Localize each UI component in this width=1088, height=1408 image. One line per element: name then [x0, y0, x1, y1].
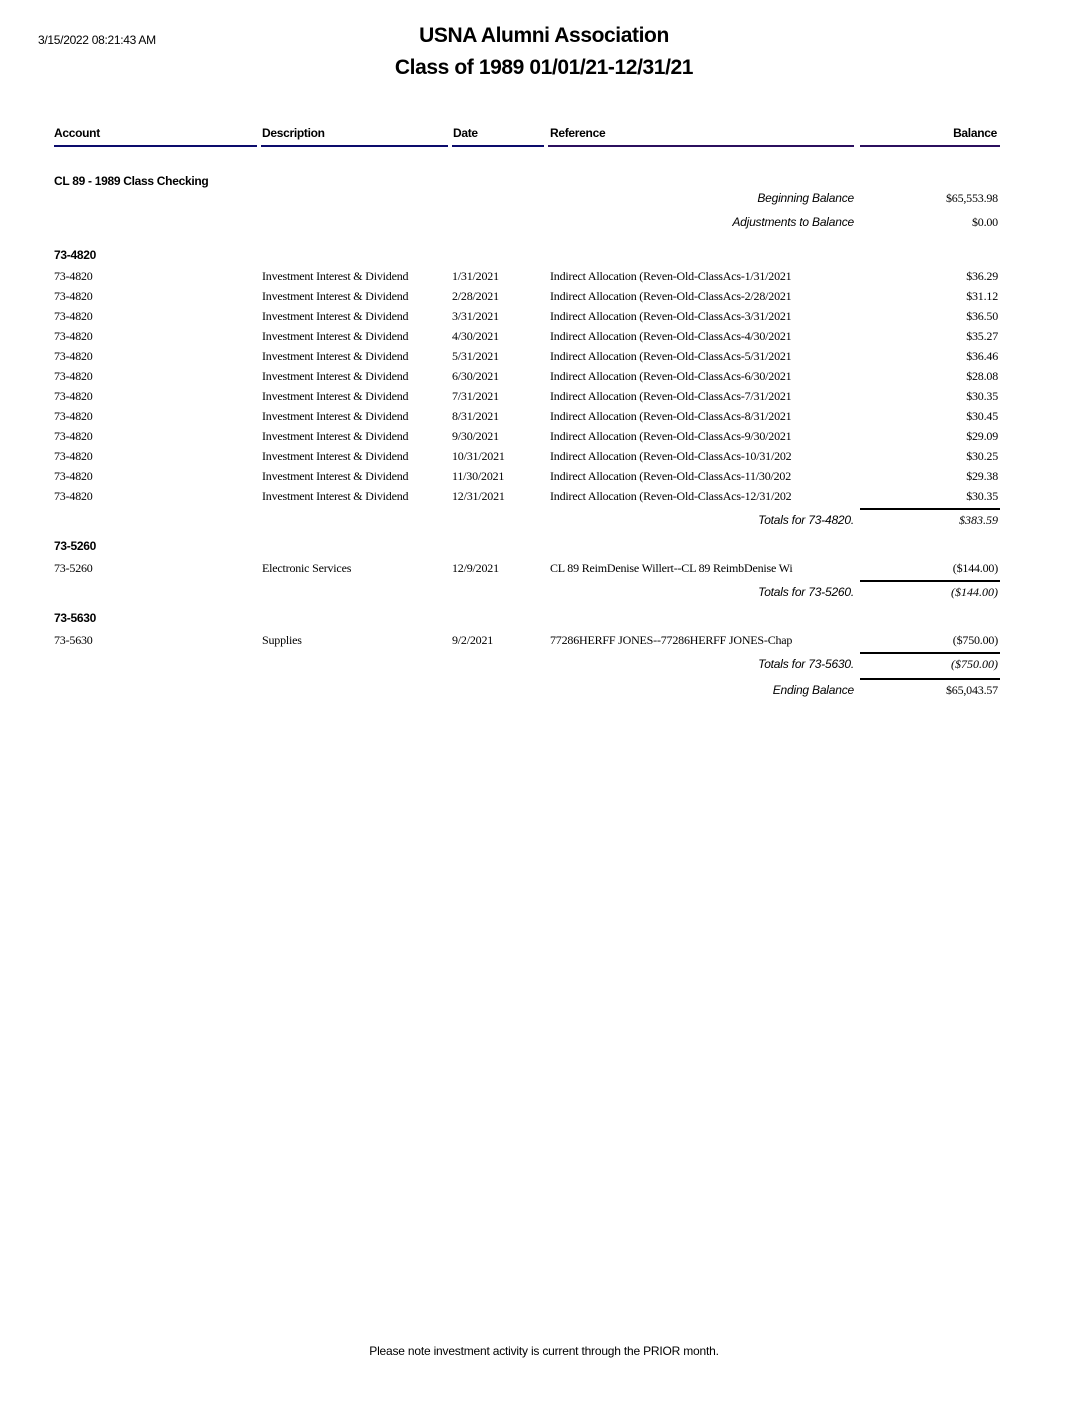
cell-account: 73-4820 — [54, 369, 93, 383]
header-rule-account — [54, 145, 257, 147]
cell-reference: Indirect Allocation (Reven-Old-ClassAcs-5/31/2021 — [550, 349, 792, 363]
cell-description: Investment Interest & Dividend — [262, 409, 409, 423]
cell-date: 9/2/2021 — [452, 633, 494, 647]
cell-description: Investment Interest & Dividend — [262, 289, 409, 303]
group-total-value: ($144.00) — [951, 585, 998, 599]
cell-date: 1/31/2021 — [452, 269, 499, 283]
table-row — [0, 489, 1088, 509]
group-heading: 73-4820 — [54, 248, 96, 262]
total-rule — [860, 508, 1000, 510]
table-row — [0, 389, 1088, 409]
cell-account: 73-5260 — [54, 561, 93, 575]
cell-balance: $30.35 — [966, 489, 998, 503]
cell-date: 11/30/2021 — [452, 469, 505, 483]
cell-balance: $29.38 — [966, 469, 998, 483]
column-header-balance: Balance — [953, 126, 997, 140]
cell-date: 8/31/2021 — [452, 409, 499, 423]
cell-balance: $36.50 — [966, 309, 998, 323]
report-subtitle: Class of 1989 01/01/21-12/31/21 — [394, 56, 694, 79]
cell-reference: Indirect Allocation (Reven-Old-ClassAcs-12/31/202 — [550, 489, 792, 503]
cell-account: 73-4820 — [54, 489, 93, 503]
cell-balance: $35.27 — [966, 329, 998, 343]
cell-date: 3/31/2021 — [452, 309, 499, 323]
cell-description: Investment Interest & Dividend — [262, 309, 409, 323]
cell-description: Investment Interest & Dividend — [262, 389, 409, 403]
ending-balance-value: $65,043.57 — [945, 683, 998, 697]
column-header-reference: Reference — [550, 126, 606, 140]
total-rule — [860, 580, 1000, 582]
cell-balance: ($750.00) — [952, 633, 998, 647]
footer-note: Please note investment activity is current through the PRIOR month. — [369, 1344, 719, 1358]
adjustments-value: $0.00 — [971, 215, 998, 229]
cell-account: 73-4820 — [54, 409, 93, 423]
cell-date: 7/31/2021 — [452, 389, 499, 403]
cell-balance: $36.29 — [966, 269, 998, 283]
cell-reference: Indirect Allocation (Reven-Old-ClassAcs-7/31/2021 — [550, 389, 792, 403]
cell-reference: Indirect Allocation (Reven-Old-ClassAcs-4/30/2021 — [550, 329, 792, 343]
cell-reference: Indirect Allocation (Reven-Old-ClassAcs-8/31/2021 — [550, 409, 792, 423]
cell-balance: $28.08 — [966, 369, 998, 383]
group-total-label: Totals for 73-4820. — [758, 513, 854, 527]
table-row — [0, 633, 1088, 653]
cell-reference: 77286HERFF JONES--77286HERFF JONES-Chap — [550, 633, 793, 647]
cell-balance: $30.25 — [966, 449, 998, 463]
cell-description: Investment Interest & Dividend — [262, 489, 409, 503]
cell-reference: Indirect Allocation (Reven-Old-ClassAcs-9/30/2021 — [550, 429, 792, 443]
table-row — [0, 349, 1088, 369]
ending-balance-label: Ending Balance — [772, 683, 854, 697]
table-row — [0, 561, 1088, 581]
cell-balance: $30.45 — [966, 409, 998, 423]
beginning-balance-value: $65,553.98 — [945, 191, 998, 205]
cell-reference: Indirect Allocation (Reven-Old-ClassAcs-3/31/2021 — [550, 309, 792, 323]
table-row — [0, 369, 1088, 389]
cell-account: 73-4820 — [54, 429, 93, 443]
cell-date: 6/30/2021 — [452, 369, 499, 383]
table-row — [0, 429, 1088, 449]
group-heading: 73-5630 — [54, 611, 96, 625]
cell-date: 5/31/2021 — [452, 349, 499, 363]
cell-account: 73-4820 — [54, 349, 93, 363]
beginning-balance-label: Beginning Balance — [757, 191, 854, 205]
cell-account: 73-4820 — [54, 289, 93, 303]
cell-date: 9/30/2021 — [452, 429, 499, 443]
cell-balance: $36.46 — [966, 349, 998, 363]
cell-date: 2/28/2021 — [452, 289, 499, 303]
table-row — [0, 409, 1088, 429]
cell-account: 73-4820 — [54, 269, 93, 283]
cell-reference: CL 89 ReimDenise Willert--CL 89 ReimbDenise Wi — [550, 561, 793, 575]
cell-description: Investment Interest & Dividend — [262, 449, 409, 463]
cell-balance: ($144.00) — [952, 561, 998, 575]
group-total-label: Totals for 73-5630. — [758, 657, 854, 671]
cell-reference: Indirect Allocation (Reven-Old-ClassAcs-6/30/2021 — [550, 369, 792, 383]
section-name: CL 89 - 1989 Class Checking — [54, 174, 209, 188]
cell-description: Investment Interest & Dividend — [262, 329, 409, 343]
cell-balance: $29.09 — [966, 429, 998, 443]
cell-description: Electronic Services — [262, 561, 352, 575]
adjustments-label: Adjustments to Balance — [732, 215, 854, 229]
column-header-description: Description — [262, 126, 325, 140]
cell-account: 73-4820 — [54, 469, 93, 483]
cell-account: 73-4820 — [54, 329, 93, 343]
cell-date: 12/9/2021 — [452, 561, 499, 575]
table-row — [0, 329, 1088, 349]
cell-account: 73-5630 — [54, 633, 93, 647]
table-row — [0, 449, 1088, 469]
group-total-value: $383.59 — [959, 513, 998, 527]
cell-description: Investment Interest & Dividend — [262, 469, 409, 483]
column-header-date: Date — [453, 126, 478, 140]
header-rule-description — [261, 145, 448, 147]
cell-description: Investment Interest & Dividend — [262, 369, 409, 383]
total-rule — [860, 652, 1000, 654]
cell-reference: Indirect Allocation (Reven-Old-ClassAcs-11/30/202 — [550, 469, 792, 483]
ending-balance-rule — [860, 678, 1000, 680]
cell-date: 12/31/2021 — [452, 489, 505, 503]
table-row — [0, 309, 1088, 329]
cell-reference: Indirect Allocation (Reven-Old-ClassAcs-2/28/2021 — [550, 289, 792, 303]
cell-account: 73-4820 — [54, 309, 93, 323]
cell-description: Supplies — [262, 633, 302, 647]
cell-reference: Indirect Allocation (Reven-Old-ClassAcs-10/31/202 — [550, 449, 792, 463]
cell-reference: Indirect Allocation (Reven-Old-ClassAcs-1/31/2021 — [550, 269, 792, 283]
cell-date: 4/30/2021 — [452, 329, 499, 343]
header-rule-reference — [548, 145, 854, 147]
cell-description: Investment Interest & Dividend — [262, 269, 409, 283]
cell-date: 10/31/2021 — [452, 449, 505, 463]
report-timestamp: 3/15/2022 08:21:43 AM — [38, 33, 156, 47]
cell-description: Investment Interest & Dividend — [262, 429, 409, 443]
table-row — [0, 469, 1088, 489]
group-total-value: ($750.00) — [951, 657, 998, 671]
group-heading: 73-5260 — [54, 539, 96, 553]
cell-balance: $30.35 — [966, 389, 998, 403]
cell-account: 73-4820 — [54, 389, 93, 403]
table-row — [0, 269, 1088, 289]
table-row — [0, 289, 1088, 309]
group-total-label: Totals for 73-5260. — [758, 585, 854, 599]
column-header-account: Account — [54, 126, 100, 140]
cell-account: 73-4820 — [54, 449, 93, 463]
header-rule-date — [452, 145, 544, 147]
report-title: USNA Alumni Association — [419, 24, 669, 47]
cell-balance: $31.12 — [966, 289, 998, 303]
header-rule-balance — [860, 145, 1000, 147]
cell-description: Investment Interest & Dividend — [262, 349, 409, 363]
